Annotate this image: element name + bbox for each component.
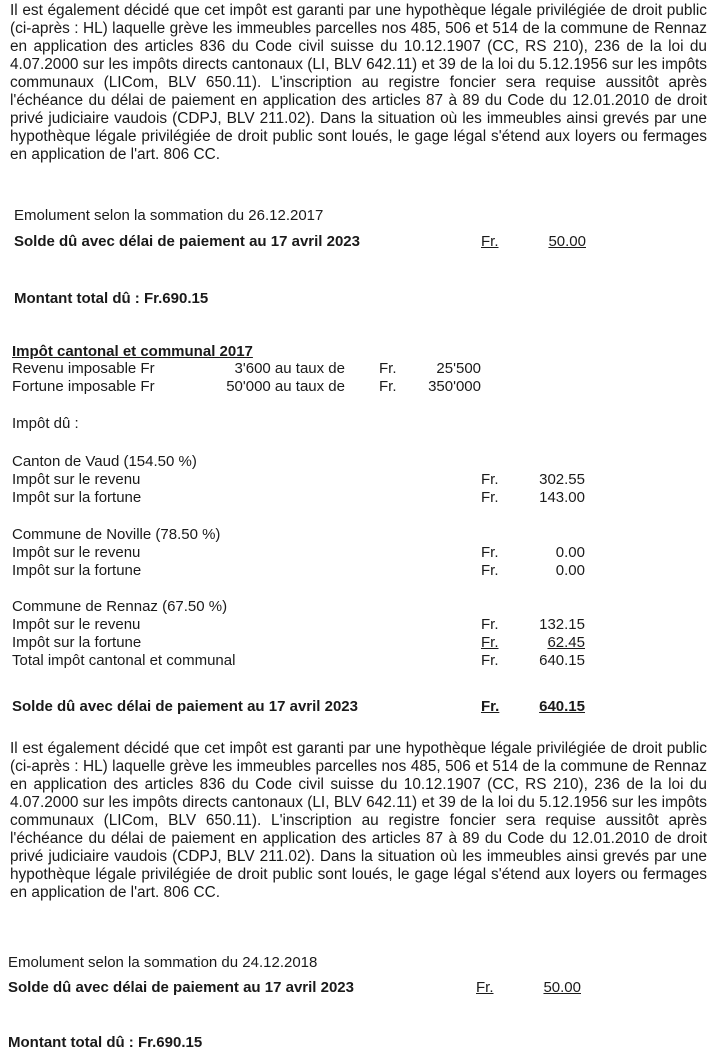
row-amount: 0.00: [555, 562, 585, 579]
base-amount: 50'000 au taux de: [226, 378, 345, 395]
solde-currency: Fr.: [481, 698, 500, 715]
base-label: Fortune imposable Fr: [12, 378, 155, 395]
row-label: Impôt sur la fortune: [12, 562, 142, 579]
row-label: Impôt sur le revenu: [12, 616, 141, 633]
row-currency: Fr.: [481, 562, 499, 579]
hypotheque-paragraph: Il est également décidé que cet impôt est garanti par une hypothèque légale privilégiée de droit public (ci-après : HL) laquelle grève les immeubles parcelles nos 485, 506 et 514 de la commune de Rennaz en application des articles 836 du Code civil suisse du 10.12.1907 (CC, RS 210), 236 de la loi du 4.07.2000 sur les impôts directs cantonaux (LI, BLV 642.11) et 39 de la loi du 5.12.1956 sur les impôts communaux (LICom, BLV 650.11). L'inscription au registre foncier sera requise aussitôt après l'échéance du délai de paiement en application des articles 87 à 89 du Code du 12.01.2010 de droit privé judiciaire vaudois (CDPJ, BLV 211.02). Dans la situation où les immeubles ainsi grevés par une hypothèque légale privilégiée de droit public sont loués, le gage légal s'étend aux loyers ou fermages en application de l'art. 806 CC.: [10, 2, 707, 163]
total-currency: Fr.: [481, 652, 499, 669]
row-currency: Fr.: [481, 471, 499, 488]
base-rate: 350'000: [428, 378, 481, 395]
row-amount: 143.00: [539, 489, 585, 506]
section-heading: Impôt cantonal et communal 2017: [12, 343, 253, 360]
row-amount: 0.00: [555, 544, 585, 561]
montant-total: Montant total dû : Fr.690.15: [8, 1034, 203, 1051]
solde-amount: 50.00: [543, 979, 581, 996]
impot-du-label: Impôt dû :: [12, 415, 79, 432]
hypotheque-paragraph: Il est également décidé que cet impôt est garanti par une hypothèque légale privilégiée de droit public (ci-après : HL) laquelle grève les immeubles parcelles nos 485, 506 et 514 de la commune de Rennaz en application des articles 836 du Code civil suisse du 10.12.1907 (CC, RS 210), 236 de la loi du 4.07.2000 sur les impôts directs cantonaux (LI, BLV 642.11) et 39 de la loi du 5.12.1956 sur les impôts communaux (LICom, BLV 650.11). L'inscription au registre foncier sera requise aussitôt après l'échéance du délai de paiement en application des articles 87 à 89 du Code du 12.01.2010 de droit privé judiciaire vaudois (CDPJ, BLV 211.02). Dans la situation où les immeubles ainsi grevés par une hypothèque légale privilégiée de droit public sont loués, le gage légal s'étend aux loyers ou fermages en application de l'art. 806 CC.: [10, 740, 707, 901]
row-currency: Fr.: [481, 634, 499, 651]
row-currency: Fr.: [481, 489, 499, 506]
solde-label: Solde dû avec délai de paiement au 17 avril 2023: [8, 979, 354, 996]
solde-amount: 640.15: [539, 698, 585, 715]
row-label: Impôt sur le revenu: [12, 544, 141, 561]
solde-currency: Fr.: [476, 979, 494, 996]
row-amount: 302.55: [539, 471, 585, 488]
emolument-line: Emolument selon la sommation du 24.12.2018: [8, 954, 318, 971]
base-amount: 3'600 au taux de: [234, 360, 345, 377]
total-label: Total impôt cantonal et communal: [12, 652, 236, 669]
emolument-line: Emolument selon la sommation du 26.12.2017: [14, 207, 324, 224]
row-label: Impôt sur la fortune: [12, 634, 142, 651]
base-rate: 25'500: [436, 360, 481, 377]
row-amount: 132.15: [539, 616, 585, 633]
row-currency: Fr.: [481, 544, 499, 561]
solde-label: Solde dû avec délai de paiement au 17 avril 2023: [14, 233, 360, 250]
group-title: Canton de Vaud (154.50 %): [12, 453, 197, 470]
group-title: Commune de Noville (78.50 %): [12, 526, 221, 543]
base-label: Revenu imposable Fr: [12, 360, 155, 377]
solde-label: Solde dû avec délai de paiement au 17 avril 2023: [12, 698, 358, 715]
row-amount: 62.45: [547, 634, 585, 651]
row-label: Impôt sur le revenu: [12, 471, 141, 488]
solde-currency: Fr.: [481, 233, 499, 250]
base-currency: Fr.: [379, 360, 397, 377]
row-label: Impôt sur la fortune: [12, 489, 142, 506]
base-currency: Fr.: [379, 378, 397, 395]
total-amount: 640.15: [539, 652, 585, 669]
solde-amount: 50.00: [548, 233, 586, 250]
group-title: Commune de Rennaz (67.50 %): [12, 598, 228, 615]
montant-total: Montant total dû : Fr.690.15: [14, 290, 209, 307]
row-currency: Fr.: [481, 616, 499, 633]
